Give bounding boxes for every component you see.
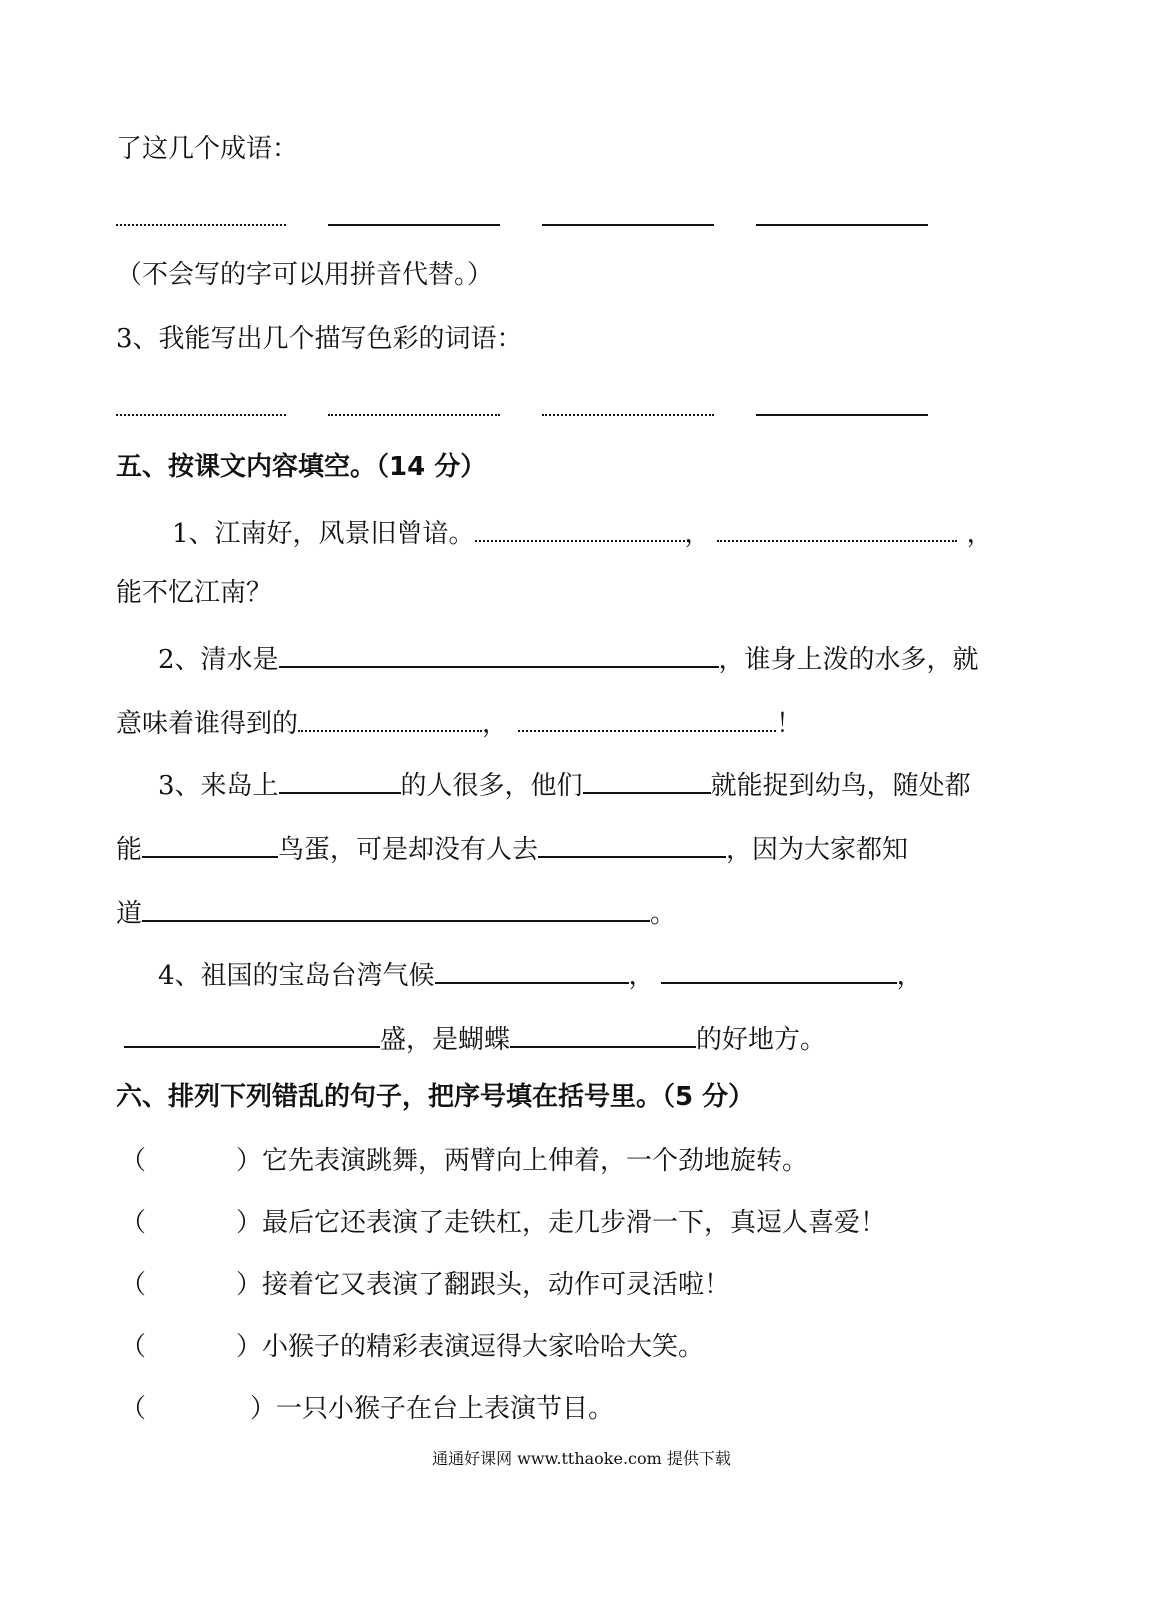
answer-blank[interactable] (518, 706, 776, 732)
s5-item4-text-c: 的好地方。 (696, 1025, 827, 1055)
close-paren: ） (236, 1208, 263, 1238)
s5-item4-line (158, 958, 923, 989)
q4-intro-text: 了这几个成语： (116, 134, 299, 164)
open-paren: （ (120, 1208, 147, 1238)
s6-sentence-5 (120, 1396, 614, 1422)
s5-item3-text-d: 能 (116, 835, 143, 865)
s5-item3-line-2 (116, 832, 908, 863)
s5-item4-text: 4、祖国的宝岛台湾气候 (158, 961, 435, 991)
s6-sentence-2 (120, 1210, 886, 1236)
answer-blank[interactable] (583, 768, 711, 794)
sentence-text: 接着它又表演了翻跟头，动作可灵活啦！ (262, 1270, 731, 1300)
s5-item2-line (158, 642, 979, 673)
s5-item1-text: 1、江南好，风景旧曾谙。 (172, 519, 475, 549)
answer-blank[interactable] (542, 200, 714, 226)
q4-item3-text: 3、我能写出几个描写色彩的词语： (116, 324, 523, 354)
sentence-text: 最后它还表演了走铁杠，走几步滑一下，真逗人喜爱！ (262, 1208, 887, 1238)
open-paren: （ (120, 1394, 147, 1424)
punctuation: ， (628, 961, 655, 991)
punctuation: ， (684, 519, 711, 549)
sentence-text: 一只小猴子在台上表演节目。 (276, 1394, 615, 1424)
answer-blank[interactable] (542, 390, 714, 416)
answer-blank[interactable] (510, 1022, 696, 1048)
answer-blank[interactable] (538, 832, 726, 858)
answer-blank[interactable] (116, 200, 286, 226)
section-5-heading: 五、按课文内容填空。（14 分） (116, 452, 487, 482)
answer-blank[interactable] (279, 768, 401, 794)
s5-item2-text-c: 意味着谁得到的 (116, 709, 299, 739)
sentence-text: 小猴子的精彩表演逗得大家哈哈大笑。 (262, 1332, 705, 1362)
s5-item3-line (158, 768, 971, 799)
s5-item3-line-3 (116, 896, 676, 927)
s6-sentence-1 (120, 1148, 808, 1174)
q4-blanks-row-1 (116, 200, 928, 231)
answer-blank[interactable] (756, 200, 928, 226)
close-paren: ） (236, 1270, 263, 1300)
close-paren: ） (236, 1146, 263, 1176)
s5-item3-text-f: ，因为大家都知 (726, 835, 909, 865)
q4-note-text: （不会写的字可以用拼音代替。） (116, 260, 494, 290)
answer-blank[interactable] (279, 642, 719, 668)
punctuation: 。 (650, 899, 677, 929)
punctuation: ！ (776, 709, 803, 739)
open-paren: （ (120, 1270, 147, 1300)
s6-sentence-4 (120, 1334, 704, 1360)
answer-blank[interactable] (661, 958, 897, 984)
answer-blank[interactable] (328, 390, 500, 416)
s5-item4-line-2 (124, 1022, 826, 1053)
q4-blanks-row-2 (116, 390, 928, 421)
s5-item2-line-2 (116, 706, 802, 737)
close-paren: ） (236, 1332, 263, 1362)
s5-item3-text-e: 鸟蛋，可是却没有人去 (278, 835, 539, 865)
page-footer: 通通好课网 www.tthaoke.com 提供下载 (432, 1449, 731, 1468)
answer-blank[interactable] (435, 958, 629, 984)
answer-blank[interactable] (124, 1022, 380, 1048)
answer-blank[interactable] (328, 200, 500, 226)
s5-item3-text: 3、来岛上 (158, 771, 279, 801)
punctuation: ， (482, 709, 509, 739)
s5-item2-text: 2、清水是 (158, 645, 279, 675)
answer-blank[interactable] (475, 516, 685, 542)
answer-blank[interactable] (298, 706, 482, 732)
open-paren: （ (120, 1332, 147, 1362)
answer-blank[interactable] (142, 896, 650, 922)
s5-item1-end: 能不忆江南？ (116, 578, 273, 608)
s5-item1-line (172, 516, 993, 547)
sentence-text: 它先表演跳舞，两臂向上伸着，一个劲地旋转。 (262, 1146, 809, 1176)
punctuation: ， (896, 961, 923, 991)
answer-blank[interactable] (717, 516, 957, 542)
answer-blank[interactable] (142, 832, 278, 858)
s5-item4-text-b: 盛，是蝴蝶 (380, 1025, 511, 1055)
open-paren: （ (120, 1146, 147, 1176)
s5-item3-text-g: 道 (116, 899, 143, 929)
s6-sentence-3 (120, 1272, 730, 1298)
section-6-heading: 六、排列下列错乱的句子，把序号填在括号里。（5 分） (116, 1082, 755, 1112)
answer-blank[interactable] (756, 390, 928, 416)
punctuation: ， (966, 519, 993, 549)
s5-item3-text-b: 的人很多，他们 (400, 771, 583, 801)
s5-item3-text-c: 就能捉到幼鸟，随处都 (710, 771, 971, 801)
s5-item2-text-b: ，谁身上泼的水多，就 (718, 645, 979, 675)
answer-blank[interactable] (116, 390, 286, 416)
close-paren: ） (250, 1394, 277, 1424)
